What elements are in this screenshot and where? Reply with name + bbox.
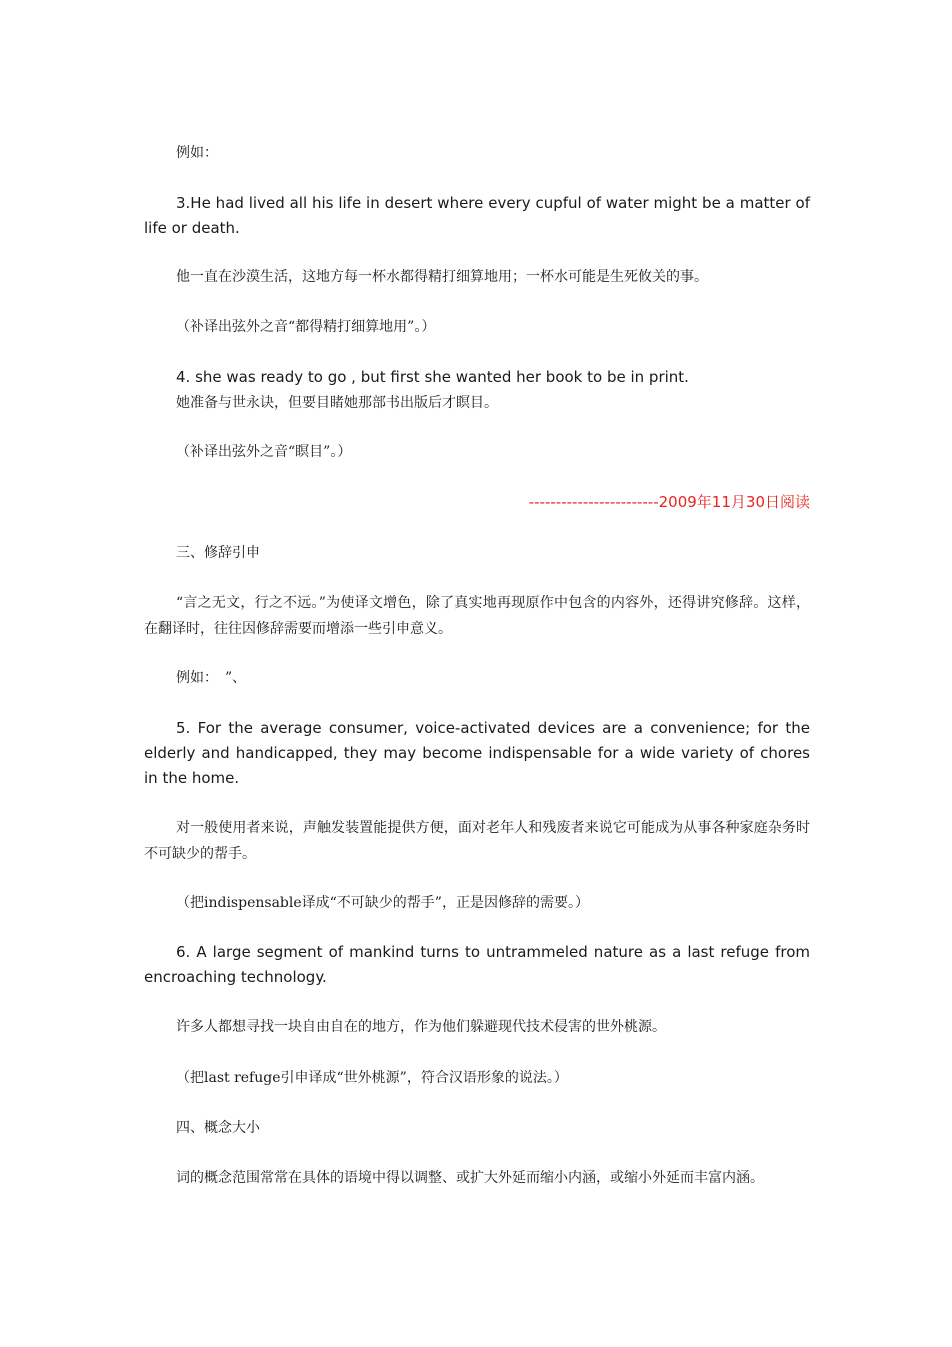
section-3-intro: “言之无文，行之不远。”为使译文增色，除了真实地再现原作中包含的内容外，还得讲究修辞。这样，在翻译时，往往因修辞需要而增添一些引申意义。 [144, 595, 810, 637]
example-4-english: 4. she was ready to go , but first she wanted her book to be in print. [176, 368, 689, 386]
example-6-translation: 许多人都想寻找一块自由自在的地方，作为他们躲避现代技术侵害的世外桃源。 [176, 1019, 666, 1035]
section-4-intro: 词的概念范围常常在具体的语境中得以调整、或扩大外延而缩小内涵，或缩小外延而丰富内涵。 [176, 1170, 764, 1186]
example-5-note: （把indispensable译成“不可缺少的帮手”，正是因修辞的需要。） [176, 895, 589, 911]
example-5-english: 5. For the average consumer, voice-activated devices are a convenience; for the elderly and handicapped, they may become indispensable for a wide variety of chores in the home. [144, 719, 810, 787]
example-5-translation: 对一般使用者来说，声触发装置能提供方便，面对老年人和残废者来说它可能成为从事各种家庭杂务时不可缺少的帮手。 [144, 820, 810, 862]
example-label: 例如： [176, 145, 218, 161]
example-label-2: 例如： ”、 [176, 670, 247, 686]
example-3-note: （补译出弦外之音“都得精打细算地用”。） [176, 319, 436, 335]
example-3-translation: 他一直在沙漠生活，这地方每一杯水都得精打细算地用；一杯水可能是生死攸关的事。 [176, 269, 708, 285]
reading-date-line: ------------------------2009年11月30日阅读 [528, 493, 810, 511]
example-3-english: 3.He had lived all his life in desert where every cupful of water might be a matter of life or death. [144, 194, 810, 237]
example-6-english: 6. A large segment of mankind turns to untrammeled nature as a last refuge from encroaching technology. [144, 943, 810, 986]
section-4-heading: 四、概念大小 [176, 1120, 260, 1136]
section-3-heading: 三、修辞引申 [176, 545, 260, 561]
example-6-note: （把last refuge引申译成“世外桃源”，符合汉语形象的说法。） [176, 1070, 568, 1086]
example-4-translation: 她准备与世永诀，但要目睹她那部书出版后才瞑目。 [176, 395, 498, 411]
example-4-note: （补译出弦外之音“瞑目”。） [176, 444, 352, 460]
